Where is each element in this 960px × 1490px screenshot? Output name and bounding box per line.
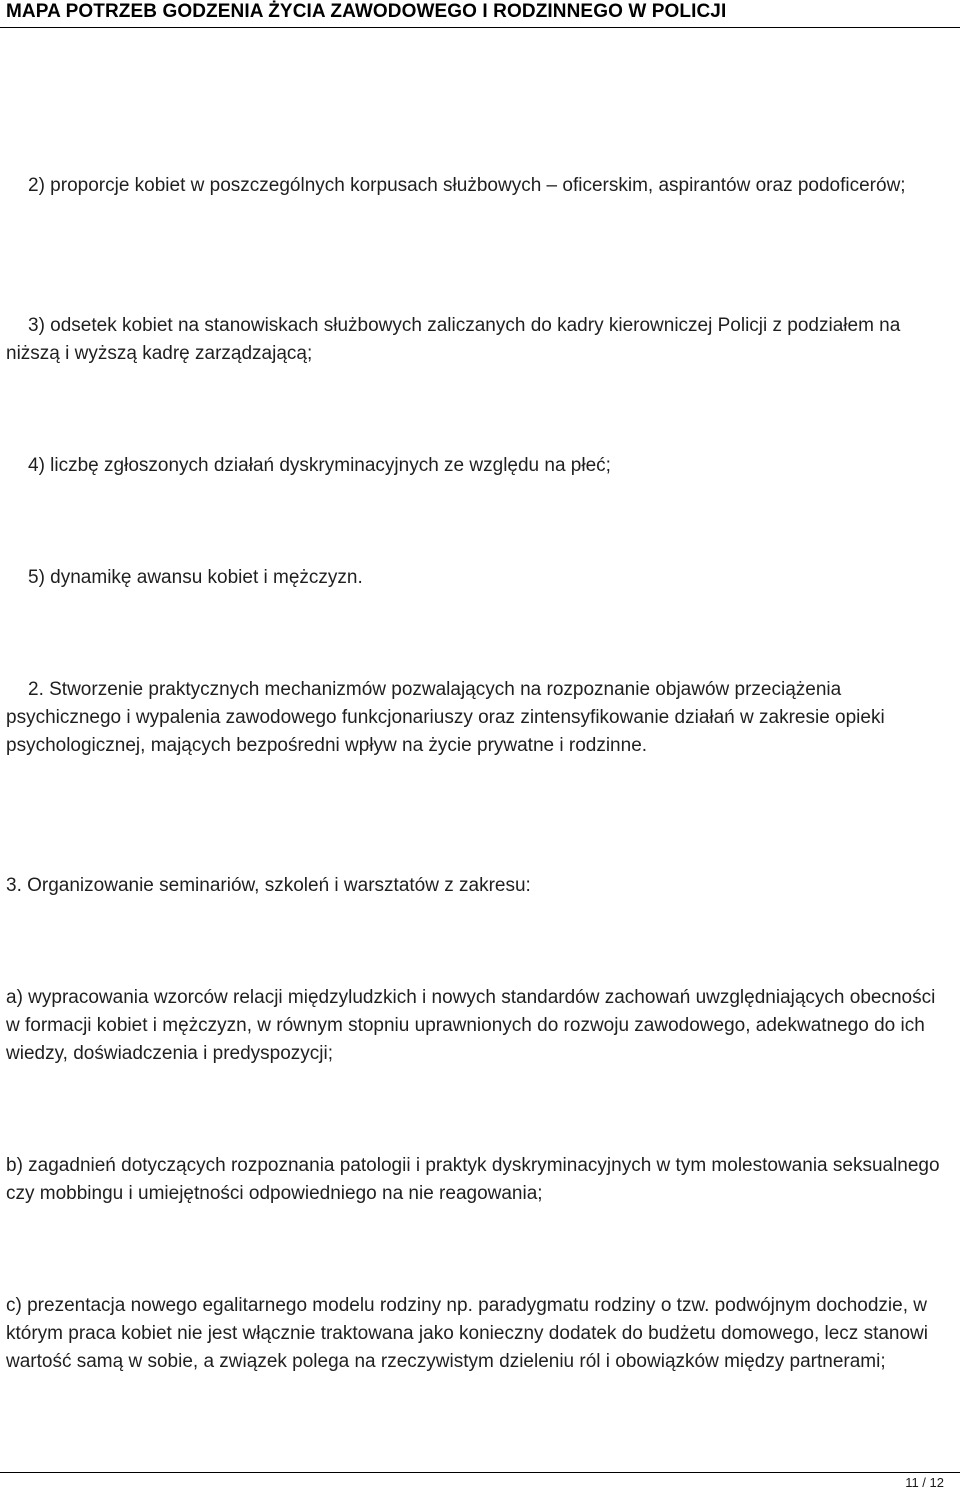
- list-item-discrimination-reports: 4) liczbę zgłoszonych działań dyskryminacyjnych ze względu na płeć;: [28, 455, 611, 476]
- paragraph-psychological-support: 2. Stworzenie praktycznych mechanizmów pozwalających na rozpoznanie objawów przeciążenia psychicznego i wypalenia zawodowego funkcjonariuszy oraz zintensyfikowanie działań w zakresie opieki psychologicznej, mających bezpośredni wpływ na życie prywatne i rodzinne.: [6, 679, 885, 756]
- page-header: [0, 0, 960, 28]
- page-number: 11 / 12: [905, 1475, 944, 1490]
- document-title: MAPA POTRZEB GODZENIA ŻYCIA ZAWODOWEGO I RODZINNEGO W POLICJI: [6, 1, 727, 22]
- list-item-relations-standards: a) wypracowania wzorców relacji międzyludzkich i nowych standardów zachowań uwzględniających obecności w formacji kobiet i mężczyzn, w równym stopniu uprawnionych do rozwoju zawodowego, adekwatnego do ich wiedzy, doświadczenia i predyspozycji;: [6, 987, 936, 1064]
- list-item-management-share: 3) odsetek kobiet na stanowiskach służbowych zaliczanych do kadry kierowniczej Policji z podziałem na niższą i wyższą kadrę zarządzającą;: [6, 315, 901, 364]
- list-item-promotion-dynamics: 5) dynamikę awansu kobiet i mężczyzn.: [28, 567, 363, 588]
- list-item-family-model: c) prezentacja nowego egalitarnego modelu rodziny np. paradygmatu rodziny o tzw. podwójnym dochodzie, w którym praca kobiet nie jest włącznie traktowana jako konieczny dodatek do budżetu domowego, lecz stanowi wartość samą w sobie, a związek polega na rzeczywistym dzieleniu ról i obowiązków między partnerami;: [6, 1295, 929, 1372]
- list-item-proportions: 2) proporcje kobiet w poszczególnych korpusach służbowych – oficerskim, aspirantów oraz podoficerów;: [28, 175, 906, 196]
- paragraph-trainings: 3. Organizowanie seminariów, szkoleń i warsztatów z zakresu:: [6, 875, 531, 896]
- list-item-discrimination-practices: b) zagadnień dotyczących rozpoznania patologii i praktyk dyskryminacyjnych w tym molestowania seksualnego czy mobbingu i umiejętności odpowiedniego na nie reagowania;: [6, 1155, 940, 1204]
- footer-divider: [0, 1472, 960, 1473]
